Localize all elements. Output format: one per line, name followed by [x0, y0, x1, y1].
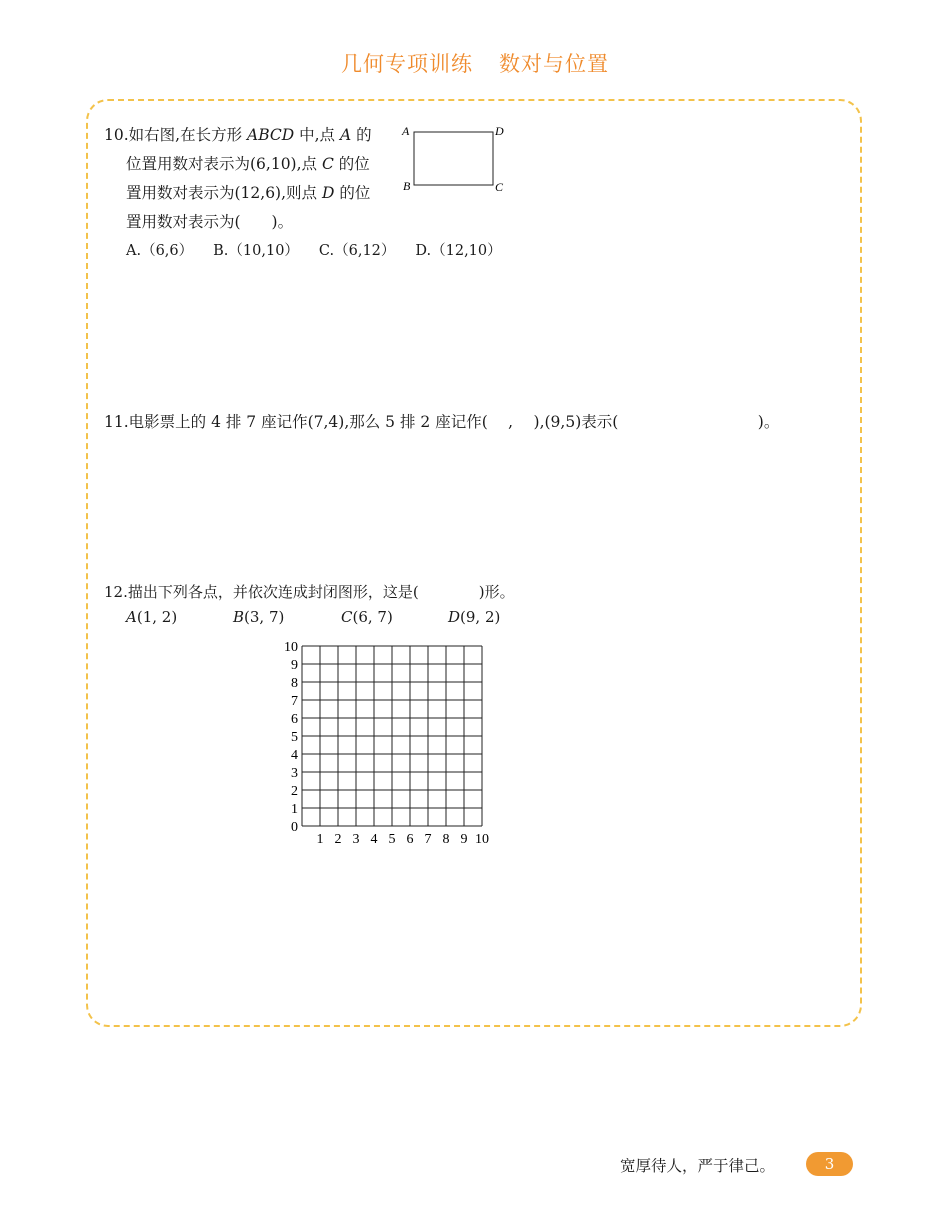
question-12	[104, 578, 515, 607]
y-tick-label: 0	[291, 820, 298, 835]
q10-rect-name: ABCD	[247, 126, 295, 144]
q10-option-d: D.（12,10）	[415, 243, 502, 259]
q10-number: 10.	[104, 126, 129, 144]
q10-option-a: A.（6,6）	[126, 243, 194, 259]
point-d: D(9, 2)	[448, 608, 501, 626]
point-b: B(3, 7)	[233, 608, 285, 626]
q12-text: 描出下列各点，并依次连成封闭图形，这是( )形。	[127, 583, 515, 601]
q10-option-b: B.（10,10）	[213, 243, 299, 259]
x-tick-label: 4	[370, 832, 378, 847]
vertex-label-d: D	[495, 124, 504, 138]
x-tick-label: 10	[475, 832, 489, 847]
y-tick-label: 4	[291, 748, 298, 763]
q11-number: 11.	[104, 413, 129, 431]
x-tick-label: 8	[442, 832, 450, 847]
header-subtopic: 数对与位置	[499, 52, 609, 76]
rectangle-abcd-figure	[400, 122, 510, 194]
question-11	[104, 408, 779, 437]
q10-option-c: C.（6,12）	[318, 243, 396, 259]
y-tick-label: 1	[291, 802, 298, 817]
page-number-badge: 3	[806, 1152, 853, 1176]
y-tick-label: 6	[291, 712, 298, 727]
q10-line-3: 置用数对表示为(12,6),则点 D 的位	[126, 184, 371, 202]
q11-text: 电影票上的 4 排 7 座记作(7,4),那么 5 排 2 座记作( , ),(9,5)表示( )。	[128, 413, 780, 431]
page-header	[0, 48, 950, 78]
q10-options	[104, 237, 522, 266]
x-tick-label: 1	[316, 832, 324, 847]
q10-line-2: 位置用数对表示为(6,10),点 C 的位	[126, 155, 370, 173]
y-tick-label: 5	[291, 730, 298, 745]
y-tick-label: 2	[291, 784, 298, 799]
q10-line-4: 置用数对表示为( )。	[126, 213, 294, 231]
q10-line-1: 10.如右图,在长方形 ABCD 中,点 A 的	[104, 121, 522, 150]
footer-motto: 宽厚待人，严于律己。	[620, 1157, 776, 1175]
x-tick-label: 3	[352, 832, 360, 847]
vertex-label-a: A	[402, 124, 410, 138]
x-tick-label: 2	[334, 832, 342, 847]
x-tick-label: 6	[406, 832, 414, 847]
y-tick-label: 9	[291, 658, 298, 673]
y-tick-label: 10	[284, 640, 298, 655]
vertex-label-b: B	[403, 179, 411, 193]
header-topic: 几何专项训练	[341, 52, 473, 76]
y-tick-label: 3	[291, 766, 298, 781]
x-tick-label: 7	[424, 832, 432, 847]
q12-number: 12.	[104, 583, 128, 601]
x-tick-label: 9	[460, 832, 468, 847]
point-c: C(6, 7)	[341, 608, 393, 626]
coordinate-grid	[270, 636, 500, 850]
rectangle-abcd	[414, 132, 493, 185]
vertex-label-c: C	[495, 180, 504, 194]
x-tick-label: 5	[388, 832, 396, 847]
point-a: A(1, 2)	[126, 608, 178, 626]
y-tick-label: 7	[291, 694, 298, 709]
y-tick-label: 8	[291, 676, 298, 691]
